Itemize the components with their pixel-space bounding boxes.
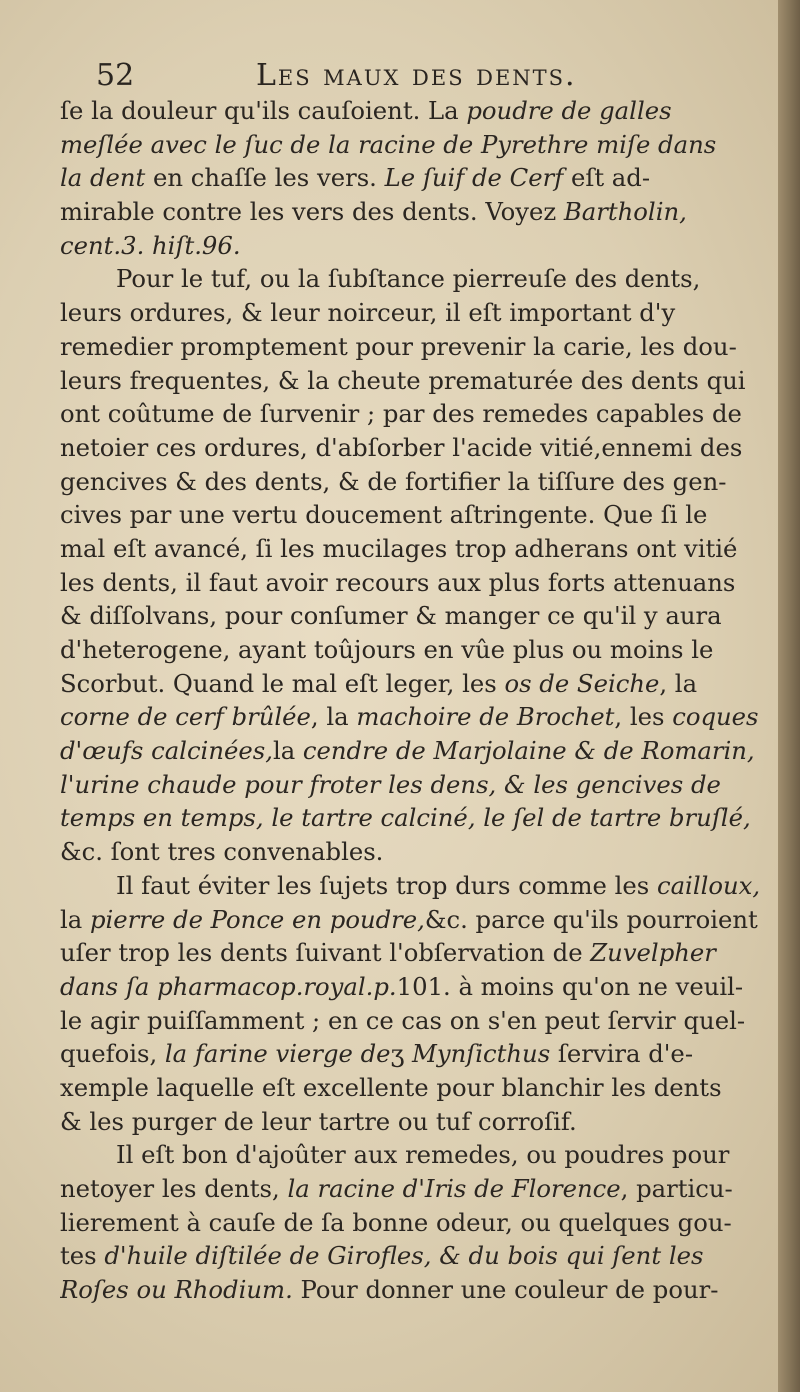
text-run: Il eſt bon d'ajoûter aux remedes, ou poudres pour	[116, 1140, 730, 1170]
text-line	[60, 1071, 760, 1105]
text-run: tes	[60, 1241, 105, 1271]
text-run: Pour le tuf, ou la ſubſtance pierreuſe des dents,	[116, 264, 701, 294]
text-line	[60, 128, 760, 162]
text-line	[60, 667, 760, 701]
text-run: leurs ordures, & leur noirceur, il eſt important d'y	[60, 298, 676, 328]
text-run: eſt ad-	[563, 163, 651, 193]
text-line	[60, 431, 760, 465]
italic-text-run: machoire de Brochet	[356, 702, 615, 732]
page-number: 52	[96, 58, 135, 93]
text-run: cives par une vertu doucement aſtringente. Que ſi le	[60, 500, 708, 530]
text-line	[60, 229, 760, 263]
text-run: ont coûtume de ſurvenir ; par des remedes capables de	[60, 399, 742, 429]
text-line	[60, 161, 760, 195]
italic-text-run: cailloux,	[656, 870, 760, 900]
text-line	[60, 465, 760, 499]
text-line	[60, 599, 760, 633]
page-header	[96, 58, 736, 98]
text-line	[60, 1172, 760, 1206]
running-title: Les maux des dents.	[256, 58, 577, 93]
text-run: la	[60, 904, 90, 934]
italic-text-run: meſlée avec le ſuc de la racine de Pyrethre miſe dans	[60, 129, 717, 159]
italic-text-run: Le ſuif de Cerf	[384, 163, 564, 193]
text-line	[60, 936, 760, 970]
text-run: , particu-	[620, 1174, 733, 1203]
text-run: & les purger de leur tartre ou tuf corroſif.	[60, 1106, 577, 1136]
text-line	[60, 1138, 760, 1172]
text-run: netoier ces ordures, d'abſorber l'acide vitié,ennemi des	[60, 432, 743, 462]
italic-text-run: d'huile diſtilée de Girofles, & du bois qui ſent les	[104, 1241, 704, 1271]
text-run: le agir puiſſamment ; en ce cas on s'en peut ſervir quel-	[60, 1005, 746, 1035]
text-line	[60, 566, 760, 600]
text-run: mirable contre les vers des dents. Voyez	[60, 197, 564, 227]
text-run: lierement à cauſe de ſa bonne odeur, ou quelques gou-	[60, 1207, 732, 1237]
italic-text-run: l'urine chaude pour froter les dens, & les gencives de	[60, 769, 721, 799]
text-line	[60, 397, 760, 431]
text-line	[60, 903, 760, 937]
text-run: ſervira d'e-	[550, 1039, 694, 1069]
text-line	[60, 801, 760, 835]
text-run: 101. à moins qu'on ne veuil-	[396, 971, 744, 1001]
italic-text-run: pierre de Ponce en poudre,	[89, 904, 425, 934]
text-line	[60, 1105, 760, 1139]
text-line	[60, 633, 760, 667]
text-line	[60, 94, 760, 128]
text-line	[60, 532, 760, 566]
italic-text-run: la farine vierge de	[164, 1039, 391, 1069]
text-run: Scorbut. Quand le mal eſt leger, les	[60, 668, 505, 698]
text-line	[60, 1273, 760, 1307]
text-run: &c. ſont tres convenables.	[60, 837, 384, 867]
text-line	[60, 330, 760, 364]
text-run: netoyer les dents,	[60, 1174, 288, 1203]
italic-text-run: temps en temps, le tartre calciné, le ſel de tartre bruſlé,	[60, 803, 751, 833]
text-run: les dents, il faut avoir recours aux plus forts attenuans	[60, 567, 736, 597]
text-run: mal eſt avancé, ſi les mucilages trop adherans ont vitié	[60, 533, 738, 563]
text-line	[60, 970, 760, 1004]
italic-text-run: Roſes ou Rhodium.	[60, 1275, 293, 1305]
text-run: Pour donner une couleur de pour-	[292, 1275, 719, 1305]
italic-text-run: la racine d'Iris de Florence	[287, 1174, 621, 1203]
text-run: , la	[659, 668, 698, 698]
text-line	[60, 498, 760, 532]
text-line	[60, 835, 760, 869]
text-line	[60, 195, 760, 229]
text-run: &c. parce qu'ils pourroient	[424, 904, 758, 934]
italic-text-run: corne de cerf brûlée	[60, 702, 311, 732]
text-line	[60, 262, 760, 296]
italic-text-run: la dent	[60, 163, 146, 193]
italic-text-run: cendre de Marjolaine & de Romarin,	[302, 736, 755, 766]
text-run: quefois,	[60, 1039, 165, 1069]
page-binding-edge	[778, 0, 800, 1392]
italic-text-run: coques	[672, 702, 759, 732]
italic-text-run: d'œufs calcinées,	[60, 736, 273, 766]
text-run: Il faut éviter les ſujets trop durs comme les	[116, 870, 657, 900]
text-run: remedier promptement pour prevenir la carie, les dou-	[60, 331, 737, 361]
text-line	[60, 1004, 760, 1038]
body-text	[60, 94, 760, 1307]
text-run: d'heterogene, ayant toûjours en vûe plus ou moins le	[60, 635, 714, 664]
text-line	[60, 1239, 760, 1273]
text-line	[60, 869, 760, 903]
text-run: gencives & des dents, & de fortifier la tiſſure des gen-	[60, 466, 727, 496]
italic-text-run: poudre de galles	[466, 96, 672, 125]
text-run: en chaſſe les vers.	[145, 163, 385, 193]
italic-text-run: os de Seiche	[504, 668, 660, 698]
italic-text-run: Bartholin,	[563, 197, 687, 227]
italic-text-run: Mynſicthus	[412, 1039, 551, 1069]
text-run: & diſſolvans, pour conſumer & manger ce qu'il y aura	[60, 601, 722, 631]
text-run: la	[272, 736, 303, 766]
text-line	[60, 734, 760, 768]
text-run: xemple laquelle eſt excellente pour blanchir les dents	[60, 1072, 722, 1102]
text-line	[60, 364, 760, 398]
text-line	[60, 1037, 760, 1071]
text-run: ʒ	[390, 1039, 413, 1069]
italic-text-run: cent.3. hiſt.96.	[60, 230, 241, 260]
text-run: ſe la douleur qu'ils cauſoient. La	[60, 96, 467, 125]
text-run: , les	[614, 702, 673, 732]
text-line	[60, 768, 760, 802]
italic-text-run: dans ſa pharmacop.royal.p.	[60, 971, 397, 1001]
text-line	[60, 700, 760, 734]
text-run: leurs frequentes, & la cheute prematurée des dents qui	[60, 365, 746, 395]
text-line	[60, 1206, 760, 1240]
text-line	[60, 296, 760, 330]
text-run: uſer trop les dents ſuivant l'obſervation de	[60, 938, 591, 968]
text-run: , la	[310, 702, 357, 732]
italic-text-run: Zuvelpher	[590, 938, 716, 968]
